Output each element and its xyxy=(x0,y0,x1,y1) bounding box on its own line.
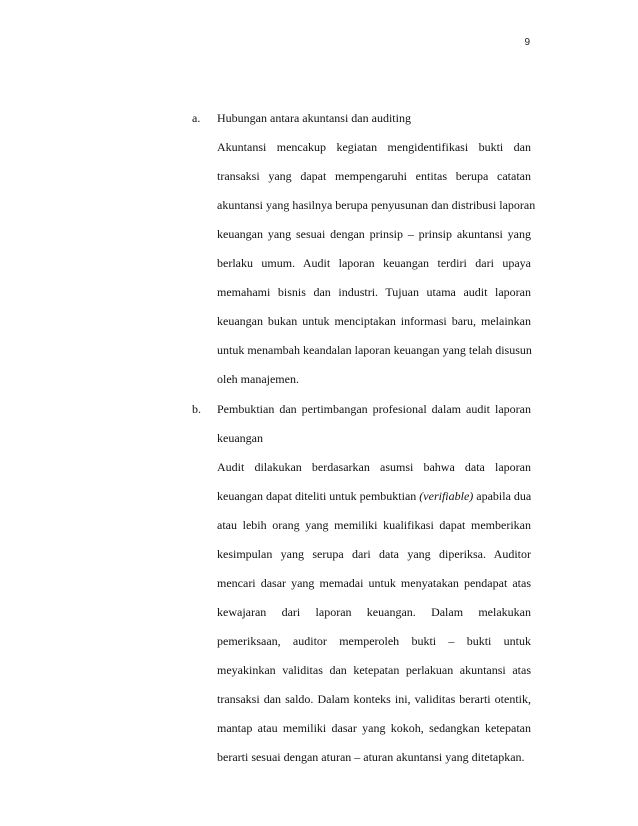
section-b-paragraph-line: kesimpulan yang serupa dari data yang diperiksa. Auditor xyxy=(217,547,531,561)
section-a-paragraph-line: Akuntansi mencakup kegiatan mengidentifikasi bukti dan xyxy=(217,140,531,154)
section-b-paragraph-line: atau lebih orang yang memiliki kualifikasi dapat memberikan xyxy=(217,518,531,532)
verifiable-term: (verifiable) xyxy=(419,489,474,503)
section-a-paragraph-line: memahami bisnis dan industri. Tujuan utama audit laporan xyxy=(217,285,531,299)
section-a-paragraph-line: keuangan bukan untuk menciptakan informasi baru, melainkan xyxy=(217,314,531,328)
section-b-heading-line: Pembuktian dan pertimbangan profesional dalam audit laporan xyxy=(217,402,531,416)
section-b-paragraph-line xyxy=(217,488,531,504)
section-a-paragraph-line: transaksi yang dapat mempengaruhi entitas berupa catatan xyxy=(217,169,531,183)
paragraph-text: keuangan dapat diteliti untuk pembuktian xyxy=(217,489,417,503)
section-b-paragraph-line: mantap atau memiliki dasar yang kokoh, sedangkan ketepatan xyxy=(217,721,531,735)
section-b-paragraph-line: Audit dilakukan berdasarkan asumsi bahwa data laporan xyxy=(217,460,531,474)
paragraph-text: apabila dua xyxy=(476,489,532,503)
section-b-paragraph-line: kewajaran dari laporan keuangan. Dalam melakukan xyxy=(217,605,531,619)
section-b-marker: b. xyxy=(192,402,201,416)
section-a-heading: Hubungan antara akuntansi dan auditing xyxy=(217,111,411,125)
section-a-marker: a. xyxy=(192,111,201,125)
section-b-heading-line: keuangan xyxy=(217,431,263,445)
section-a-paragraph-line: keuangan yang sesuai dengan prinsip – prinsip akuntansi yang xyxy=(217,227,531,241)
section-a-paragraph-line: untuk menambah keandalan laporan keuangan yang telah disusun xyxy=(217,343,532,357)
section-b-paragraph-line: berarti sesuai dengan aturan – aturan akuntansi yang ditetapkan. xyxy=(217,750,525,764)
section-a-paragraph-line: oleh manajemen. xyxy=(217,372,299,386)
section-b-paragraph-line: transaksi dan saldo. Dalam konteks ini, validitas berarti otentik, xyxy=(217,692,531,706)
section-a-paragraph-line: akuntansi yang hasilnya berupa penyusunan dan distribusi laporan xyxy=(217,198,536,212)
section-a-paragraph-line: berlaku umum. Audit laporan keuangan terdiri dari upaya xyxy=(217,256,531,270)
page-number: 9 xyxy=(524,37,530,48)
section-b-paragraph-line: mencari dasar yang memadai untuk menyatakan pendapat atas xyxy=(217,576,531,590)
section-b-paragraph-line: meyakinkan validitas dan ketepatan perlakuan akuntansi atas xyxy=(217,663,531,677)
section-b-paragraph-line: pemeriksaan, auditor memperoleh bukti – bukti untuk xyxy=(217,634,531,648)
